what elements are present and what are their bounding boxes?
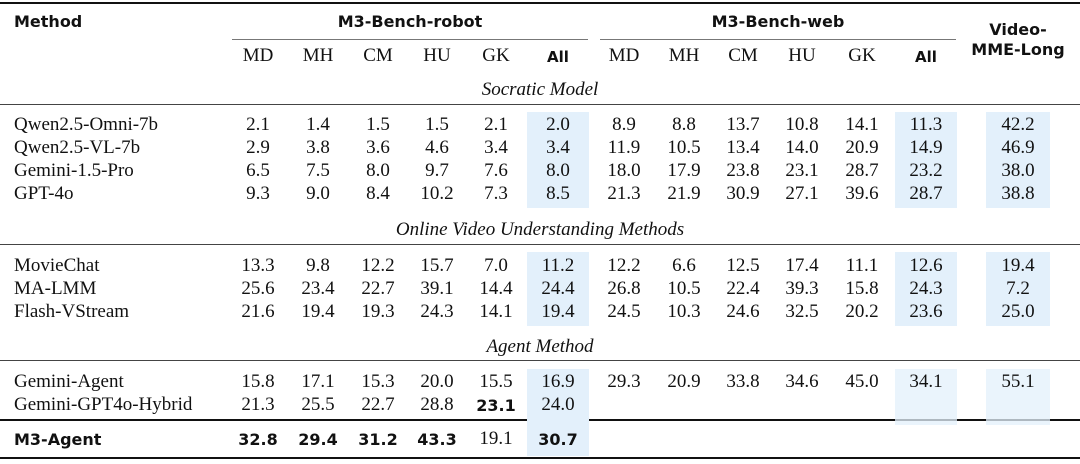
table-row [0, 255, 1080, 279]
table-row [0, 371, 1080, 395]
header-rule [0, 104, 1080, 105]
method-header: Method [14, 12, 83, 31]
web-cell: 20.9 [667, 371, 701, 392]
robot-cell: 9.7 [425, 160, 449, 181]
web-cell: 24.3 [909, 278, 943, 299]
web-cell: 14.0 [785, 137, 819, 158]
video-cell: 46.9 [1001, 137, 1035, 158]
table-row [0, 278, 1080, 302]
web-cell: 8.8 [672, 114, 696, 135]
robot-cell: 14.1 [479, 301, 513, 322]
web-cell: 34.1 [909, 371, 943, 392]
web-cell: 12.6 [909, 255, 943, 276]
web-cell: 34.6 [785, 371, 819, 392]
robot-cell: 19.1 [479, 428, 513, 449]
robot-cell: 3.6 [366, 137, 390, 158]
method-name: Gemini-1.5-Pro [14, 160, 134, 181]
web-cell: 21.9 [667, 183, 701, 204]
robot-cell: 19.4 [541, 301, 575, 322]
robot-cell: 29.4 [298, 430, 338, 449]
robot-cell: 21.3 [241, 394, 275, 415]
robot-cell: 32.8 [238, 430, 278, 449]
robot-cell: 4.6 [425, 137, 449, 158]
robot-cell: 1.4 [306, 114, 330, 135]
method-name: Qwen2.5-VL-7b [14, 137, 141, 158]
robot-cell: 22.7 [361, 278, 395, 299]
robot-cell: 21.6 [241, 301, 275, 322]
method-name: Qwen2.5-Omni-7b [14, 114, 159, 135]
robot-cell: 25.5 [301, 394, 335, 415]
web-cell: 22.4 [726, 278, 760, 299]
table-row [0, 160, 1080, 184]
robot-cell: 25.6 [241, 278, 275, 299]
web-cell: 24.5 [607, 301, 641, 322]
robot-group-header: M3-Bench-robot [337, 12, 483, 31]
robot-cell: 11.2 [541, 255, 575, 276]
robot-subheader-md: MD [242, 45, 274, 66]
web-cell: 11.9 [607, 137, 641, 158]
web-cell: 28.7 [845, 160, 879, 181]
robot-cell: 24.3 [420, 301, 454, 322]
video-cell: 38.8 [1001, 183, 1035, 204]
video-group-header-2: MME-Long [971, 40, 1065, 59]
robot-cell: 15.3 [361, 371, 395, 392]
web-cell: 13.4 [726, 137, 760, 158]
web-cell: 10.8 [785, 114, 819, 135]
web-cell: 29.3 [607, 371, 641, 392]
robot-cell: 23.1 [476, 396, 516, 415]
robot-cell: 24.4 [541, 278, 575, 299]
web-group-header: M3-Bench-web [711, 12, 845, 31]
robot-cell: 2.9 [246, 137, 270, 158]
robot-cell: 43.3 [417, 430, 457, 449]
method-name: Gemini-GPT4o-Hybrid [14, 394, 193, 415]
method-name: Flash-VStream [14, 301, 130, 322]
web-cell: 15.8 [845, 278, 879, 299]
robot-cell: 28.8 [420, 394, 454, 415]
robot-cell: 6.5 [246, 160, 270, 181]
section-rule-1 [0, 244, 1080, 245]
web-cell: 14.1 [845, 114, 879, 135]
web-subheader-hu: HU [788, 45, 816, 66]
web-cell: 11.1 [845, 255, 879, 276]
section-title-online: Online Video Understanding Methods [395, 219, 685, 240]
robot-cell: 9.8 [306, 255, 330, 276]
robot-cell: 2.1 [484, 114, 508, 135]
video-group-header: Video- [989, 20, 1047, 39]
robot-cell: 13.3 [241, 255, 275, 276]
robot-cell: 39.1 [420, 278, 454, 299]
method-name: Gemini-Agent [14, 371, 124, 392]
web-cell: 33.8 [726, 371, 760, 392]
web-cell: 8.9 [612, 114, 636, 135]
table-row [0, 137, 1080, 161]
section-title-agent: Agent Method [486, 336, 594, 357]
web-subheader-mh: MH [668, 45, 700, 66]
robot-cell: 12.2 [361, 255, 395, 276]
web-cell: 17.4 [785, 255, 819, 276]
method-name: M3-Agent [14, 430, 102, 449]
robot-cell: 8.4 [366, 183, 390, 204]
robot-cell: 23.4 [301, 278, 335, 299]
robot-cell: 10.2 [420, 183, 454, 204]
web-cell: 6.6 [672, 255, 696, 276]
web-cell: 20.2 [845, 301, 879, 322]
table-row [0, 394, 1080, 418]
web-cell: 27.1 [785, 183, 819, 204]
robot-cell: 16.9 [541, 371, 575, 392]
web-cell: 10.3 [667, 301, 701, 322]
video-cell: 7.2 [1006, 278, 1030, 299]
web-subheader-md: MD [608, 45, 640, 66]
robot-group-rule [232, 39, 588, 40]
robot-cell: 30.7 [538, 430, 578, 449]
robot-cell: 7.3 [484, 183, 508, 204]
robot-cell: 15.5 [479, 371, 513, 392]
web-cell: 10.5 [667, 137, 701, 158]
robot-cell: 8.5 [546, 183, 570, 204]
robot-cell: 8.0 [546, 160, 570, 181]
robot-cell: 14.4 [479, 278, 513, 299]
web-cell: 21.3 [607, 183, 641, 204]
video-cell: 42.2 [1001, 114, 1035, 135]
video-cell: 55.1 [1001, 371, 1035, 392]
web-cell: 20.9 [845, 137, 879, 158]
robot-cell: 17.1 [301, 371, 335, 392]
robot-subheader-gk: GK [482, 45, 510, 66]
method-name: GPT-4o [14, 183, 74, 204]
robot-subheader-cm: CM [363, 45, 393, 66]
web-cell: 39.6 [845, 183, 879, 204]
web-cell: 13.7 [726, 114, 760, 135]
web-cell: 39.3 [785, 278, 819, 299]
robot-cell: 1.5 [366, 114, 390, 135]
web-subheader-all: All [915, 48, 937, 66]
robot-cell: 24.0 [541, 394, 575, 415]
robot-cell: 20.0 [420, 371, 454, 392]
robot-cell: 2.1 [246, 114, 270, 135]
robot-cell: 9.3 [246, 183, 270, 204]
web-cell: 24.6 [726, 301, 760, 322]
bottom-rule [0, 457, 1080, 459]
web-cell: 18.0 [607, 160, 641, 181]
method-name: MA-LMM [14, 278, 97, 299]
web-cell: 10.5 [667, 278, 701, 299]
web-group-rule [600, 39, 956, 40]
web-cell: 26.8 [607, 278, 641, 299]
web-cell: 11.3 [909, 114, 943, 135]
robot-cell: 31.2 [358, 430, 398, 449]
web-cell: 23.2 [909, 160, 943, 181]
top-rule [0, 2, 1080, 4]
robot-cell: 1.5 [425, 114, 449, 135]
video-cell: 38.0 [1001, 160, 1035, 181]
robot-cell: 8.0 [366, 160, 390, 181]
web-cell: 12.2 [607, 255, 641, 276]
web-subheader-cm: CM [728, 45, 758, 66]
robot-cell: 19.4 [301, 301, 335, 322]
video-cell: 19.4 [1001, 255, 1035, 276]
method-name: MovieChat [14, 255, 100, 276]
web-cell: 30.9 [726, 183, 760, 204]
table-row [0, 114, 1080, 138]
robot-cell: 7.6 [484, 160, 508, 181]
web-cell: 28.7 [909, 183, 943, 204]
web-cell: 23.6 [909, 301, 943, 322]
web-cell: 17.9 [667, 160, 701, 181]
robot-subheader-mh: MH [302, 45, 334, 66]
robot-cell: 9.0 [306, 183, 330, 204]
web-cell: 12.5 [726, 255, 760, 276]
table-row [0, 301, 1080, 325]
robot-cell: 3.8 [306, 137, 330, 158]
robot-cell: 7.0 [484, 255, 508, 276]
table-row [0, 183, 1080, 207]
robot-subheader-hu: HU [423, 45, 451, 66]
robot-cell: 3.4 [546, 137, 570, 158]
section-rule-2 [0, 360, 1080, 361]
robot-cell: 2.0 [546, 114, 570, 135]
robot-cell: 22.7 [361, 394, 395, 415]
robot-cell: 3.4 [484, 137, 508, 158]
robot-cell: 7.5 [306, 160, 330, 181]
video-cell: 25.0 [1001, 301, 1035, 322]
web-cell: 23.8 [726, 160, 760, 181]
robot-cell: 19.3 [361, 301, 395, 322]
robot-cell: 15.8 [241, 371, 275, 392]
web-cell: 14.9 [909, 137, 943, 158]
robot-cell: 15.7 [420, 255, 454, 276]
web-cell: 45.0 [845, 371, 879, 392]
section-title-socratic: Socratic Model [481, 79, 599, 100]
web-cell: 32.5 [785, 301, 819, 322]
robot-subheader-all: All [547, 48, 569, 66]
table-row [0, 428, 1080, 452]
web-subheader-gk: GK [848, 45, 876, 66]
web-cell: 23.1 [785, 160, 819, 181]
